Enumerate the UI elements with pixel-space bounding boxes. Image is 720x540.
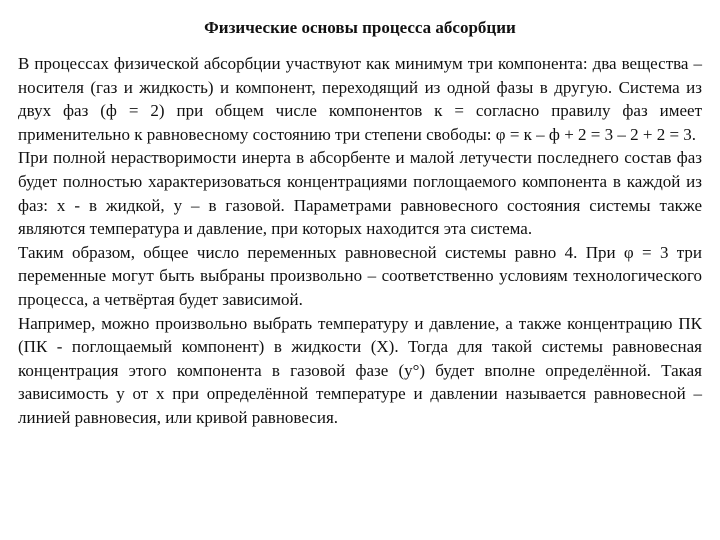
paragraph-equilibrium-curve: Например, можно произвольно выбрать температуру и давление, а также концентрацию ПК (ПК - поглощаемый компонент) в жидкости (Х). Тогда для такой системы равновесная концентрация этого компонента в газовой фазе (у°) будет вполне определённой. Такая зависимость у от х при определённой температуре и давлении называется равновесной – линией равновесия, или кривой равновесия. [18, 313, 702, 427]
paragraph-variables-count: Таким образом, общее число переменных равновесной системы равно 4. При φ = 3 три переменные могут быть выбраны произвольно – соответственно условиям технологического процесса, а четвёртая будет зависимой. [18, 242, 702, 309]
page-title: Физические основы процесса абсорбции [204, 18, 516, 37]
document-body [18, 52, 702, 430]
paragraph-phase-rule: В процессах физической абсорбции участвуют как минимум три компонента: два вещества – носителя (газ и жидкость) и компонент, переходящий из одной фазы в другую. Система из двух фаз (ф = 2) при общем числе компонентов к = согласно правилу фаз имеет применительно к равновесному состоянию три степени свободы: φ = к – ф + 2 = 3 – 2 + 2 = 3. [18, 54, 702, 144]
paragraph-phase-composition: При полной нерастворимости инерта в абсорбенте и малой летучести последнего состав фаз будет полностью характеризоваться концентрациями поглощаемого компонента в каждой из фаз: х - в жидкой, у – в газовой. Параметрами равновесного состояния системы также являются температура и давление, при которых находится эта система. [18, 148, 702, 239]
